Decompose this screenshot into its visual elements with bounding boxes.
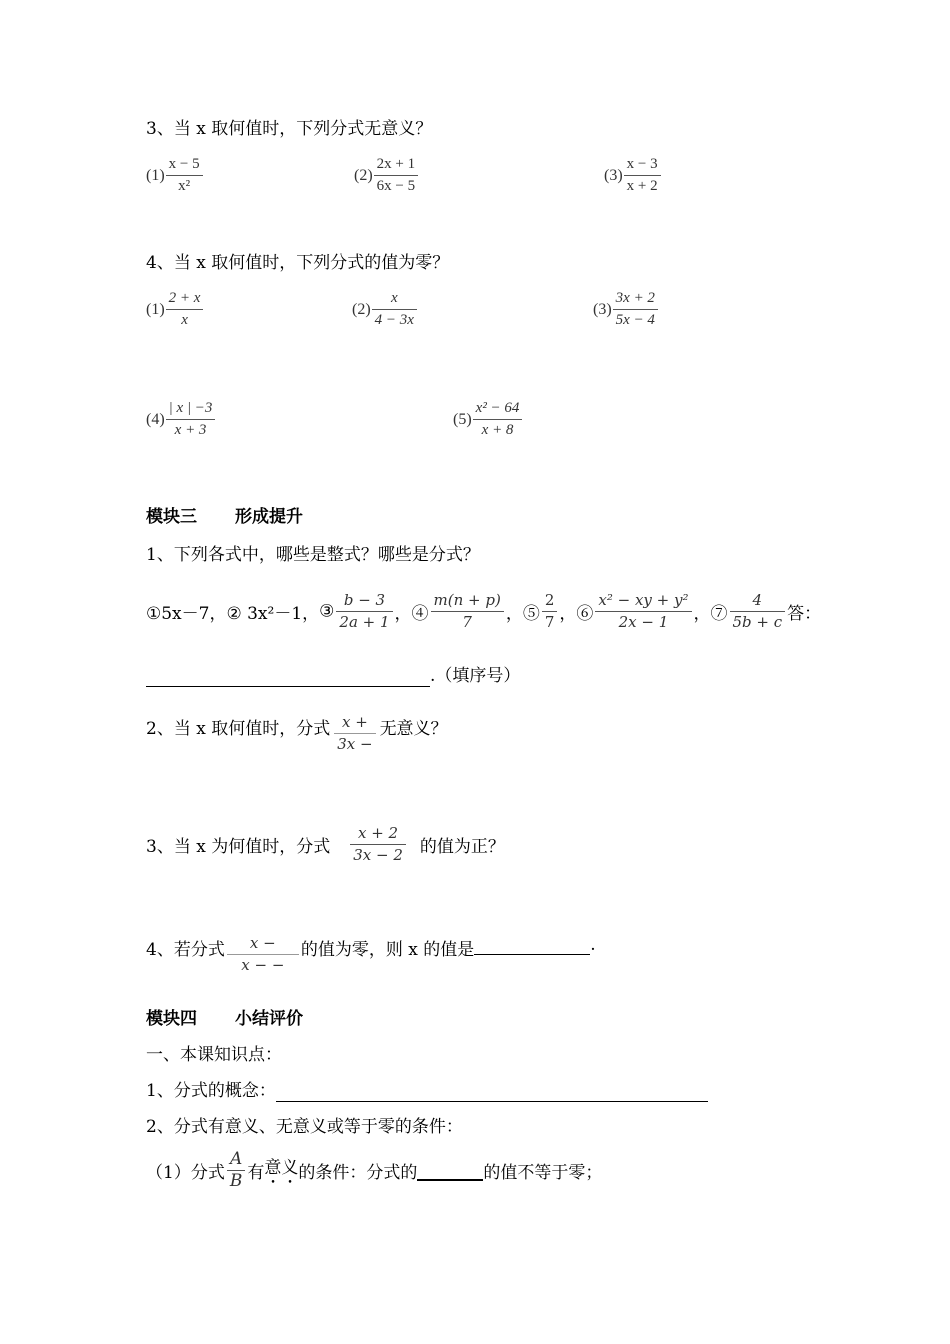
module3-q4-answer-blank[interactable] [474,935,590,955]
module3-q2-denominator: 3x − [337,735,373,753]
q4-item-5-denominator: x + 8 [481,422,514,438]
q4-item-4-label: (4) [146,410,165,428]
q3-item-2 [354,156,418,195]
module3-q4-middle: 的值为零，则 x 的值是 [300,940,475,960]
module3-q4-denominator: x − − [241,956,285,974]
module4-heading [146,1009,303,1029]
module4-line-4-mid-a: 有 [247,1163,265,1183]
expr-4-denominator: 7 [462,613,472,631]
module3-q3-denominator: 3x − 2 [353,846,403,864]
q4-item-3-label: (3) [593,300,612,318]
q4-title: 4、当 x 取何值时，下列分式的值为零？ [146,253,450,273]
module3-q3 [146,825,505,864]
module4-line-2 [146,1081,708,1102]
expr-2: ② 3x²－1， [226,604,320,624]
q3-item-1-label: (1) [146,166,165,184]
module3-q1-expressions [146,592,821,631]
expr-4-label: ，④ [394,604,429,624]
q4-item-1-denominator: x [181,312,188,328]
expr-7-numerator: 4 [730,592,786,612]
q4-item-4-numerator: | x | −3 [166,400,216,420]
module3-q3-numerator: x + 2 [350,825,406,845]
module3-q4-numerator: x − [227,935,299,955]
expr-6-label: ，⑥ [559,604,594,624]
module4-line-3: 2、分式有意义、无意义或等于零的条件： [146,1117,463,1137]
expr-5-label: ，⑤ [505,604,540,624]
q4-item-4-denominator: x + 3 [174,422,207,438]
q4-item-5-numerator: x² − 64 [473,400,523,420]
module4-heading-title: 小结评价 [235,1009,303,1029]
module3-q3-suffix: 的值为正？ [419,837,505,857]
q3-item-3-denominator: x + 2 [626,178,658,194]
q3-title: 3、当 x 取何值时，下列分式无意义？ [146,119,433,139]
q3-item-1-denominator: x² [178,178,191,194]
q4-item-1 [146,290,203,329]
module3-q4-prefix: 4、若分式 [146,940,225,960]
module4-line-4-emphasis: 意义 [264,1158,299,1178]
module3-q3-prefix: 3、当 x 为何值时，分式 [146,837,331,857]
q4-item-4 [146,400,215,439]
module4-condition-blank[interactable] [417,1161,483,1181]
answer-label: 答： [787,604,822,624]
q3-item-2-label: (2) [354,166,373,184]
q4-item-5-label: (5) [453,410,472,428]
module3-q4 [146,935,596,974]
q4-item-2-label: (2) [352,300,371,318]
q4-item-3 [593,290,658,329]
expr-1: ①5x－7， [146,604,227,624]
q3-item-3 [604,156,661,195]
module3-q1-answer-hint: .（填序号） [430,666,521,686]
expr-7-denominator: 5b + c [732,613,783,631]
q4-item-3-numerator: 3x + 2 [613,290,658,310]
expr-4-numerator: m(n + p) [431,592,504,612]
q4-item-2 [352,290,417,329]
module3-q2 [146,714,448,753]
q3-item-3-numerator: x − 3 [624,156,661,176]
expr-6-numerator: x² − xy + y² [595,592,691,612]
q3-item-2-numerator: 2x + 1 [374,156,418,176]
module3-heading-title: 形成提升 [235,507,303,527]
q4-item-2-numerator: x [372,290,417,310]
expr-3-denominator: 2a + 1 [339,613,390,631]
q4-item-3-denominator: 5x − 4 [615,312,655,328]
q4-item-1-label: (1) [146,300,165,318]
module3-q4-end: . [590,935,596,955]
q4-item-1-numerator: 2 + x [166,290,204,310]
module4-line-4-end: 的值不等于零； [483,1163,603,1183]
module4-heading-label: 模块四 [146,1009,197,1029]
q3-item-1-numerator: x − 5 [166,156,203,176]
module3-q1-answer-line [146,666,520,687]
q4-item-5 [453,400,522,439]
expr-5-denominator: 7 [544,613,555,631]
module3-q1-answer-blank[interactable] [146,666,430,687]
module3-q2-prefix: 2、当 x 取何值时，分式 [146,719,331,739]
q3-item-2-denominator: 6x − 5 [376,178,416,194]
module4-fraction-numerator: A [227,1151,246,1171]
module4-line-4-prefix: （1）分式 [146,1163,225,1183]
expr-3-numerator: b − 3 [336,592,392,612]
module3-heading-label: 模块三 [146,507,197,527]
q3-item-1 [146,156,203,195]
expr-6-denominator: 2x − 1 [618,613,669,631]
module4-concept-blank[interactable] [276,1081,708,1102]
module3-q2-suffix: 无意义？ [379,719,448,739]
q3-item-3-label: (3) [604,166,623,184]
q4-item-2-denominator: 4 − 3x [374,312,414,328]
module3-q1-title: 1、下列各式中，哪些是整式？哪些是分式？ [146,545,480,565]
expr-7-label: ，⑦ [693,604,728,624]
module4-line-4 [146,1151,602,1190]
expr-3-label: ③ [319,601,335,622]
module3-q2-numerator: x + [334,714,375,734]
expr-5-numerator: 2 [542,592,558,612]
module3-heading [146,507,303,527]
module4-line-4-mid-c: 的条件：分式的 [298,1163,418,1183]
module4-line-2-label: 1、分式的概念： [146,1081,276,1101]
module4-fraction-denominator: B [229,1171,243,1191]
module4-line-1: 一、本课知识点： [146,1045,282,1065]
